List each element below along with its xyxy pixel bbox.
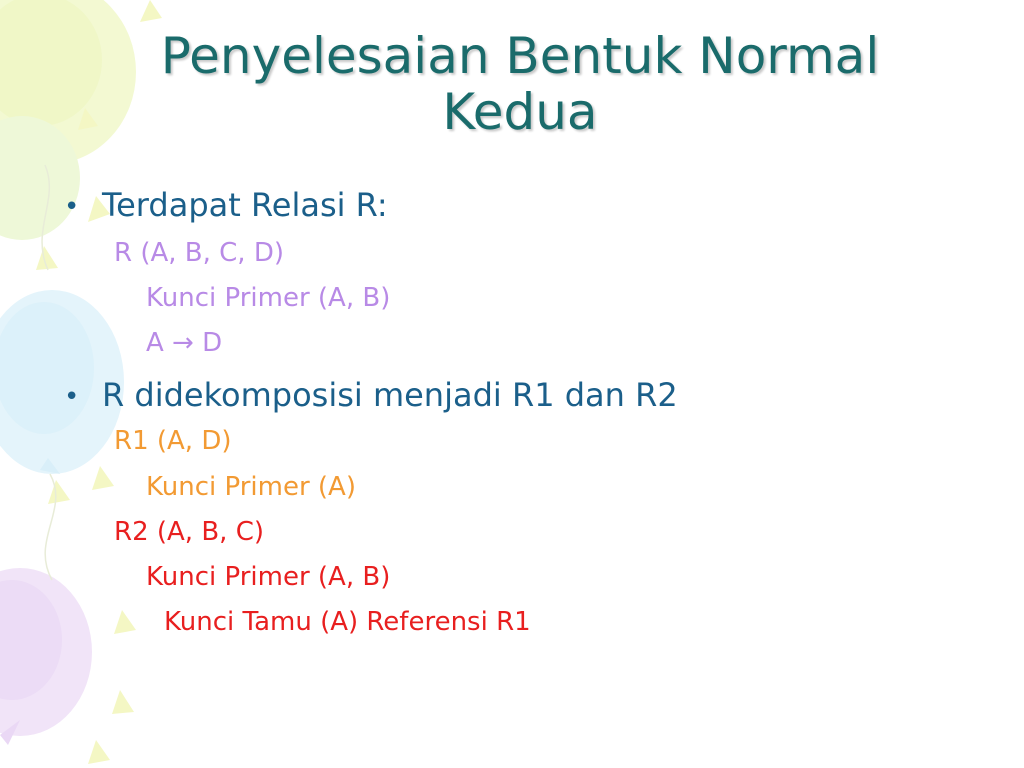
bullet-dekomposisi: R didekomposisi menjadi R1 dan R2: [102, 376, 678, 414]
bullet-relasi: Terdapat Relasi R:: [102, 186, 388, 224]
balloon-purple: [0, 568, 92, 745]
relation-primary-key: Kunci Primer (A, B): [146, 283, 391, 313]
r2-foreign-key: Kunci Tamu (A) Referensi R1: [164, 607, 531, 637]
slide-title-line1: Penyelesaian Bentuk Normal: [160, 27, 880, 85]
functional-dependency: A → D: [146, 328, 223, 358]
r2-definition: R2 (A, B, C): [114, 517, 264, 547]
r1-definition: R1 (A, D): [114, 426, 232, 456]
slide-title: [60, 28, 980, 140]
bullet-dot-2: •: [64, 382, 80, 412]
slide-title-line2: Kedua: [442, 83, 598, 141]
r1-primary-key: Kunci Primer (A): [146, 472, 356, 502]
relation-definition: R (A, B, C, D): [114, 238, 285, 268]
bullet-dot-1: •: [64, 192, 80, 222]
r2-primary-key: Kunci Primer (A, B): [146, 562, 391, 592]
